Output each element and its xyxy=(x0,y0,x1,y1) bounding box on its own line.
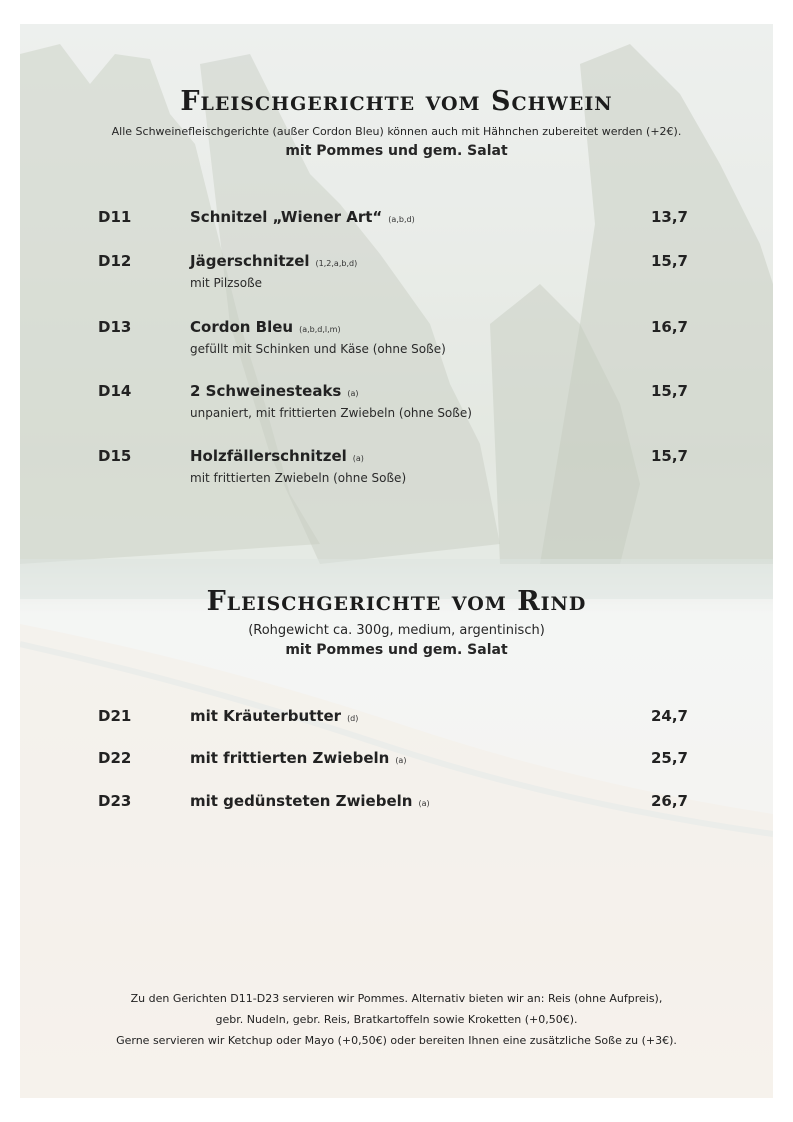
menu-item-d21 xyxy=(0,707,793,751)
item-name: Cordon Bleu (a,b,d,l,m) xyxy=(190,318,341,336)
item-price: 24,7 xyxy=(650,707,688,725)
item-price: 16,7 xyxy=(650,318,688,336)
section-sides-schwein: mit Pommes und gem. Salat xyxy=(285,143,508,159)
item-allergens: (a) xyxy=(347,389,359,398)
footer-note xyxy=(0,988,793,1051)
item-name: Holzfällerschnitzel (a) xyxy=(190,447,364,465)
item-code: D14 xyxy=(98,382,132,400)
item-allergens: (a) xyxy=(418,799,430,808)
menu-item-d23 xyxy=(0,792,793,836)
item-name: mit gedünsteten Zwiebeln (a) xyxy=(190,792,430,810)
item-name: 2 Schweinesteaks (a) xyxy=(190,382,359,400)
menu-item-d15 xyxy=(0,447,793,491)
menu-item-d13 xyxy=(0,318,793,362)
item-name: Schnitzel „Wiener Art“ (a,b,d) xyxy=(190,208,415,226)
item-price: 15,7 xyxy=(650,252,688,270)
menu-item-d14 xyxy=(0,382,793,426)
item-allergens: (a,b,d,l,m) xyxy=(299,325,341,334)
item-description: gefüllt mit Schinken und Käse (ohne Soße) xyxy=(190,342,446,356)
item-allergens: (a,b,d) xyxy=(388,215,415,224)
item-price: 15,7 xyxy=(650,447,688,465)
item-price: 25,7 xyxy=(650,749,688,767)
section-note-schwein: Alle Schweinefleischgerichte (außer Cordon Bleu) können auch mit Hähnchen zubereitet werden (+2€). xyxy=(111,125,682,138)
footer-line: gebr. Nudeln, gebr. Reis, Bratkartoffeln sowie Kroketten (+0,50€). xyxy=(215,1013,578,1026)
item-code: D13 xyxy=(98,318,132,336)
section-title-rind: Fleischgerichte vom Rind xyxy=(206,586,587,617)
item-code: D12 xyxy=(98,252,132,270)
footer-line: Gerne servieren wir Ketchup oder Mayo (+0,50€) oder bereiten Ihnen eine zusätzliche Soße zu (+3€). xyxy=(116,1034,677,1047)
menu-item-d22 xyxy=(0,749,793,793)
item-name: mit Kräuterbutter (d) xyxy=(190,707,359,725)
item-description: mit Pilzsoße xyxy=(190,276,263,290)
item-code: D23 xyxy=(98,792,132,810)
item-allergens: (d) xyxy=(347,714,359,723)
section-note-rind: (Rohgewicht ca. 300g, medium, argentinisch) xyxy=(248,623,545,638)
item-code: D15 xyxy=(98,447,132,465)
menu-item-d12 xyxy=(0,252,793,296)
item-code: D22 xyxy=(98,749,132,767)
section-sides-rind: mit Pommes und gem. Salat xyxy=(285,642,508,658)
item-price: 15,7 xyxy=(650,382,688,400)
footer-line: Zu den Gerichten D11-D23 servieren wir Pommes. Alternativ bieten wir an: Reis (ohne Aufpreis), xyxy=(130,992,663,1005)
item-description: mit frittierten Zwiebeln (ohne Soße) xyxy=(190,471,407,485)
item-allergens: (a) xyxy=(352,454,364,463)
item-allergens: (a) xyxy=(395,756,407,765)
item-code: D21 xyxy=(98,707,132,725)
item-name: mit frittierten Zwiebeln (a) xyxy=(190,749,407,767)
section-title-schwein: Fleischgerichte vom Schwein xyxy=(180,86,613,117)
item-price: 13,7 xyxy=(650,208,688,226)
item-description: unpaniert, mit frittierten Zwiebeln (ohne Soße) xyxy=(190,406,472,420)
item-allergens: (1,2,a,b,d) xyxy=(315,259,358,268)
item-name: Jägerschnitzel (1,2,a,b,d) xyxy=(190,252,358,270)
item-code: D11 xyxy=(98,208,132,226)
item-price: 26,7 xyxy=(650,792,688,810)
menu-item-d11 xyxy=(0,208,793,252)
